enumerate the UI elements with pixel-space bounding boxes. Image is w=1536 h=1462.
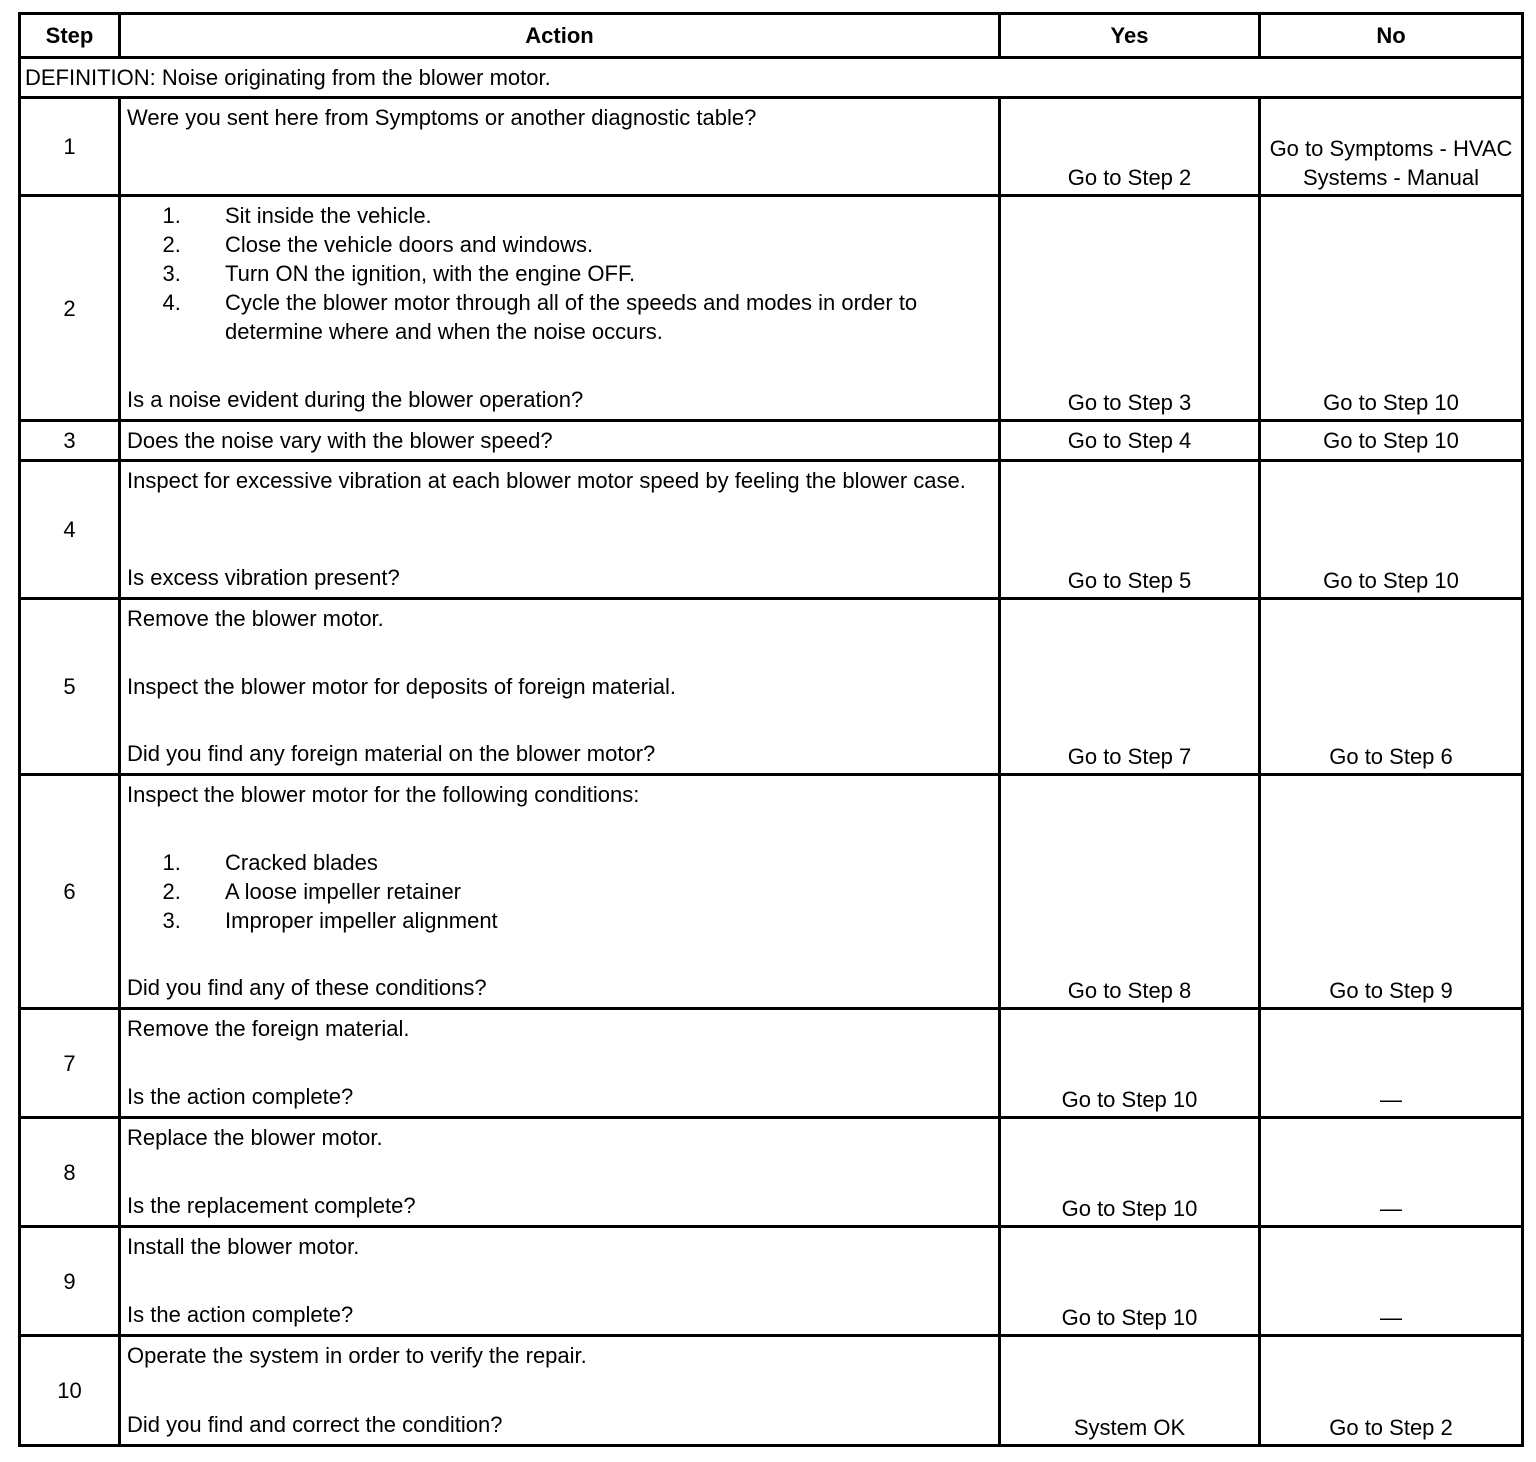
action-text: Replace the blower motor.	[127, 1125, 383, 1150]
step-number: 8	[20, 1118, 120, 1227]
table-row	[20, 1118, 1523, 1227]
yes-result: System OK	[1000, 1336, 1260, 1446]
action-list-item: 1. Sit inside the vehicle.	[187, 201, 992, 230]
action-text: Remove the blower motor.	[127, 606, 384, 631]
action-list-item: 3. Improper impeller alignment	[187, 906, 992, 935]
action-text: Does the noise vary with the blower speed?	[127, 428, 553, 453]
yes-result: Go to Step 5	[1000, 461, 1260, 599]
action-text: Did you find and correct the condition?	[127, 1412, 503, 1437]
yes-result: Go to Step 10	[1000, 1118, 1260, 1227]
table-row	[20, 1227, 1523, 1336]
yes-result: Go to Step 7	[1000, 599, 1260, 775]
action-list-item: 1. Cracked blades	[187, 848, 992, 877]
step-number: 4	[20, 461, 120, 599]
action-cell	[120, 1227, 1000, 1336]
yes-result: Go to Step 10	[1000, 1227, 1260, 1336]
step-number: 3	[20, 421, 120, 461]
action-cell	[120, 1336, 1000, 1446]
action-cell	[120, 775, 1000, 1009]
yes-result: Go to Step 3	[1000, 196, 1260, 421]
yes-result: Go to Step 2	[1000, 98, 1260, 196]
action-text: Is the action complete?	[127, 1084, 354, 1109]
no-result: Go to Step 10	[1260, 461, 1523, 599]
header-step: Step	[20, 14, 120, 58]
action-list-item: 2. Close the vehicle doors and windows.	[187, 230, 992, 259]
action-text: Did you find any foreign material on the blower motor?	[127, 741, 656, 766]
action-text: Inspect the blower motor for deposits of foreign material.	[127, 673, 677, 699]
table-row	[20, 98, 1523, 196]
yes-result: Go to Step 10	[1000, 1009, 1260, 1118]
action-text: Is excess vibration present?	[127, 565, 400, 590]
definition: DEFINITION: Noise originating from the blower motor.	[20, 58, 1523, 98]
action-text: Inspect for excessive vibration at each blower motor speed by feeling the blower case.	[127, 468, 966, 493]
header-action: Action	[120, 14, 1000, 58]
no-result: Go to Step 6	[1260, 599, 1523, 775]
no-result: —	[1260, 1118, 1523, 1227]
table-row	[20, 599, 1523, 775]
action-text: Did you find any of these conditions?	[127, 975, 487, 1000]
definition-row	[20, 58, 1523, 98]
no-result: —	[1260, 1227, 1523, 1336]
no-result: Go to Step 2	[1260, 1336, 1523, 1446]
action-cell	[120, 196, 1000, 421]
header-no: No	[1260, 14, 1523, 58]
step-number: 10	[20, 1336, 120, 1446]
action-text: Were you sent here from Symptoms or another diagnostic table?	[127, 105, 757, 130]
table-row	[20, 461, 1523, 599]
header-yes: Yes	[1000, 14, 1260, 58]
yes-result: Go to Step 8	[1000, 775, 1260, 1009]
action-cell	[120, 98, 1000, 196]
action-text: Is a noise evident during the blower operation?	[127, 387, 584, 412]
diagnostic-table	[18, 12, 1524, 1447]
no-result: Go to Step 10	[1260, 196, 1523, 421]
action-cell	[120, 1118, 1000, 1227]
step-number: 5	[20, 599, 120, 775]
table-row	[20, 1336, 1523, 1446]
table-row	[20, 196, 1523, 421]
action-cell	[120, 421, 1000, 461]
no-result: —	[1260, 1009, 1523, 1118]
action-list-item: 4. Cycle the blower motor through all of the speeds and modes in order to determine where and when the noise occurs.	[187, 288, 992, 346]
step-number: 2	[20, 196, 120, 421]
yes-result: Go to Step 4	[1000, 421, 1260, 461]
table-row	[20, 421, 1523, 461]
header-row	[20, 14, 1523, 58]
step-number: 6	[20, 775, 120, 1009]
action-list-item: 2. A loose impeller retainer	[187, 877, 992, 906]
action-list	[127, 848, 992, 935]
action-cell	[120, 461, 1000, 599]
action-list	[127, 201, 992, 346]
step-number: 1	[20, 98, 120, 196]
action-cell	[120, 1009, 1000, 1118]
action-text: Operate the system in order to verify the repair.	[127, 1343, 587, 1368]
no-result: Go to Symptoms - HVAC Systems - Manual	[1260, 98, 1523, 196]
action-list-item: 3. Turn ON the ignition, with the engine OFF.	[187, 259, 992, 288]
action-text: Is the action complete?	[127, 1302, 354, 1327]
no-result: Go to Step 10	[1260, 421, 1523, 461]
table-row	[20, 775, 1523, 1009]
step-number: 7	[20, 1009, 120, 1118]
table-row	[20, 1009, 1523, 1118]
action-cell	[120, 599, 1000, 775]
action-text: Remove the foreign material.	[127, 1016, 410, 1041]
action-text: Is the replacement complete?	[127, 1193, 416, 1218]
action-intro: Inspect the blower motor for the following conditions:	[127, 782, 640, 807]
no-result: Go to Step 9	[1260, 775, 1523, 1009]
step-number: 9	[20, 1227, 120, 1336]
action-text: Install the blower motor.	[127, 1234, 360, 1259]
